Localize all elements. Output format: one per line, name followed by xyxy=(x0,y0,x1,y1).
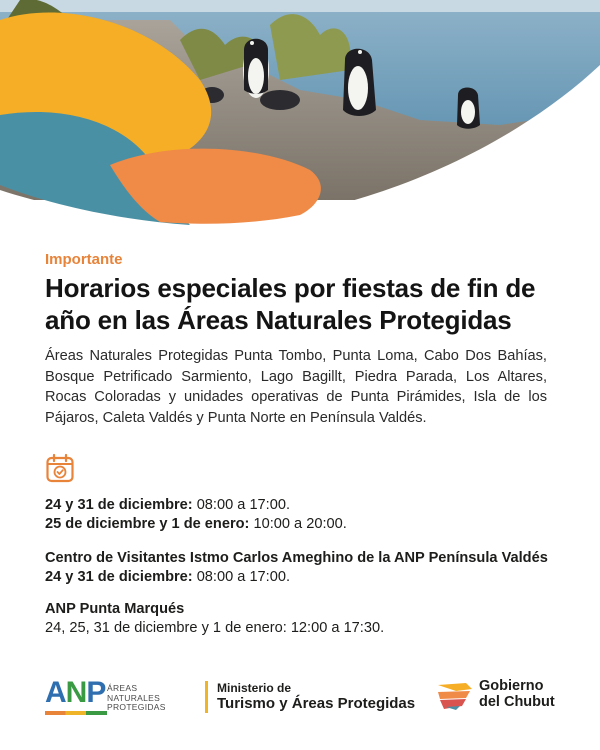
schedule-line: 24 y 31 de diciembre: 08:00 a 17:00. xyxy=(45,569,291,585)
hero-illustration xyxy=(0,0,600,235)
chubut-map-icon xyxy=(436,681,474,711)
istmo-schedule xyxy=(45,549,548,587)
marques-schedule xyxy=(45,600,384,638)
horizon-haze xyxy=(0,0,600,12)
schedule-line: 24, 25, 31 de diciembre y 1 de enero: 12:00 a 17:30. xyxy=(45,620,385,636)
penguin-figure xyxy=(243,39,269,98)
istmo-heading: Centro de Visitantes Istmo Carlos Ameghino de la ANP Península Valdés xyxy=(45,550,548,566)
kicker-label: Importante xyxy=(45,251,123,268)
page-title: Horarios especiales por fiestas de fin de año en las Áreas Naturales Protegidas xyxy=(45,273,536,335)
footer-logos: ANP ÁREAS NATURALES PROTEGIDAS Ministerio de Turismo y Áreas Protegidas Gobierno del Chubut xyxy=(0,665,600,725)
marques-heading: ANP Punta Marqués xyxy=(45,601,185,617)
ministry-logo: Ministerio de Turismo y Áreas Protegidas xyxy=(205,681,415,713)
anp-logo-text: ÁREAS NATURALES PROTEGIDAS xyxy=(107,683,166,712)
general-schedule xyxy=(45,496,347,534)
schedule-line: 24 y 31 de diciembre: 08:00 a 17:00. xyxy=(45,497,291,513)
anp-color-bar xyxy=(45,711,107,715)
calendar-check-icon xyxy=(45,453,75,483)
penguin-figure xyxy=(457,88,480,129)
hero-banner xyxy=(0,0,600,235)
schedule-line: 25 de diciembre y 1 de enero: 10:00 a 20:00. xyxy=(45,516,347,532)
penguin-figure xyxy=(343,49,376,116)
description-paragraph: Áreas Naturales Protegidas Punta Tombo, Punta Loma, Cabo Dos Bahías, Bosque Petrificado Sarmiento, Lago Bagillt, Piedra Parada, Los Altares, Rocas Coloradas y unidades operativas de Punta Pirámides, Isla de los Pájaros, Caleta Valdés y Punta Norte en Península Valdés. xyxy=(45,348,547,426)
